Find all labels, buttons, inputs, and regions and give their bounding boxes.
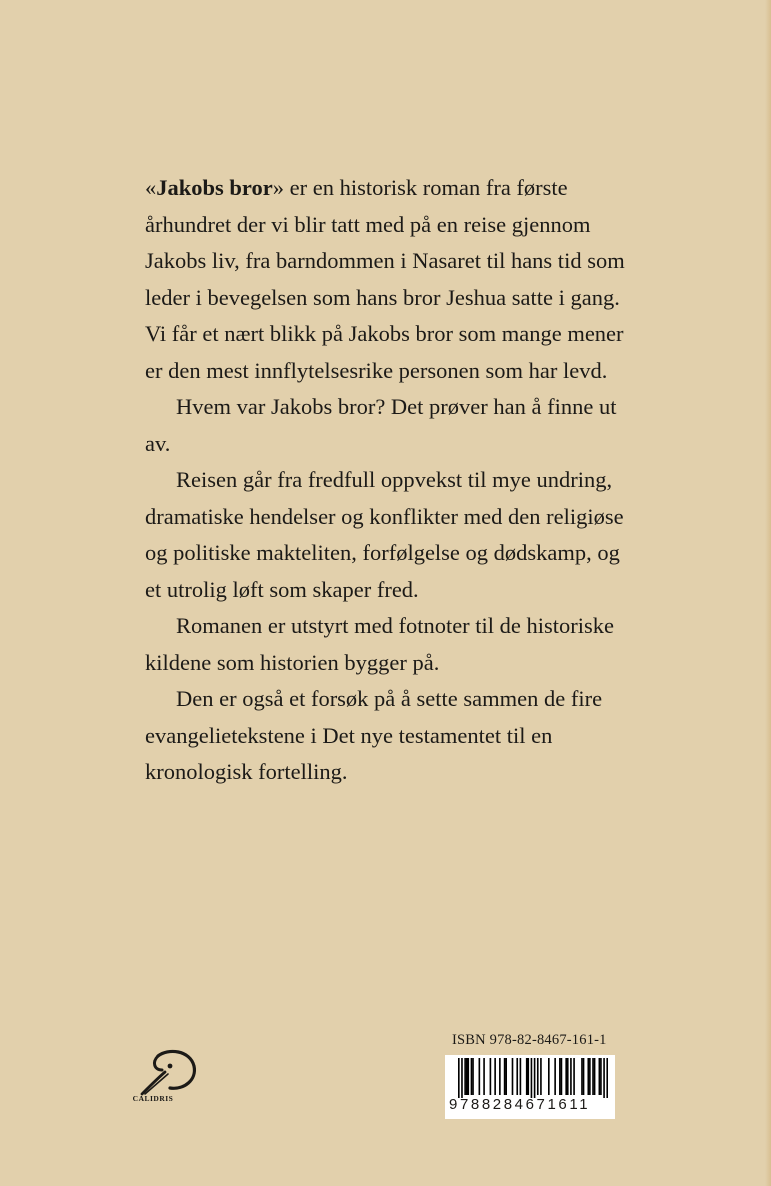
- barcode-bar: [573, 1058, 575, 1095]
- blurb-paragraph-2: Hvem var Jakobs bror? Det prøver han å finne ut av.: [145, 394, 617, 456]
- barcode-bar: [540, 1058, 542, 1095]
- barcode-bar: [471, 1058, 473, 1095]
- barcode-bar: [565, 1058, 567, 1095]
- barcode-bar: [464, 1058, 466, 1095]
- barcode-bar: [504, 1058, 506, 1095]
- barcode-bar: [592, 1058, 594, 1095]
- barcode-bar: [527, 1058, 529, 1095]
- barcode-bar: [499, 1058, 501, 1095]
- barcode-bar: [600, 1058, 602, 1095]
- blurb-paragraph-1: [145, 170, 625, 389]
- barcode-bar: [583, 1058, 585, 1095]
- barcode-bar: [467, 1058, 469, 1095]
- barcode-bar: [472, 1058, 474, 1095]
- barcode-bar: [520, 1058, 522, 1095]
- barcode-bar: [559, 1058, 561, 1095]
- barcode-bar: [461, 1058, 463, 1098]
- barcode-bar: [516, 1058, 518, 1095]
- barcode-bar: [458, 1058, 460, 1098]
- barcode-bar: [505, 1058, 507, 1095]
- open-quote: «: [145, 175, 157, 200]
- barcode-bar: [570, 1058, 572, 1095]
- barcode-bar: [479, 1058, 481, 1095]
- barcode-bar: [483, 1058, 485, 1095]
- blurb-paragraph-3: Reisen går fra fredfull oppvekst til mye undring, dramatiske hendelser og konflikter med den religiøse og politiske makteliten, forfølgelse og dødskamp, og et utrolig løft som skaper fred.: [145, 467, 624, 602]
- barcode-bar: [512, 1058, 514, 1095]
- barcode-bar: [603, 1058, 605, 1098]
- barcode-bar: [494, 1058, 496, 1095]
- close-quote: »: [272, 175, 284, 200]
- barcode-bar: [466, 1058, 468, 1095]
- barcode-bar: [561, 1058, 563, 1095]
- blurb-paragraph-4: Romanen er utstyrt med fotnoter til de historiske kildene som historien bygger på.: [145, 613, 615, 675]
- barcode-bar: [537, 1058, 539, 1095]
- back-cover-blurb: [145, 170, 625, 791]
- barcode-bar: [534, 1058, 536, 1098]
- blurb-paragraph-1-text: er en historisk roman fra første århundret der vi blir tatt med på en reise gjennom Jakobs liv, fra barndommen i Nasaret til hans tid som leder i bevegelsen som hans bror Jeshua satte i gang. Vi får et nært blikk på Jakobs bror som mange mener er den mest innflytelsesrike personen som har levd.: [145, 175, 625, 383]
- barcode-bar: [548, 1058, 550, 1095]
- barcode-bar: [554, 1058, 556, 1095]
- book-title: Jakobs bror: [156, 175, 273, 200]
- barcode-bar: [567, 1058, 569, 1095]
- barcode-bar: [606, 1058, 608, 1098]
- barcode-bar: [526, 1058, 528, 1095]
- publisher-name: CALIDRIS: [132, 1094, 174, 1103]
- barcode-bar: [531, 1058, 533, 1098]
- barcode-bar: [594, 1058, 596, 1095]
- barcode-bar: [587, 1058, 589, 1095]
- blurb-paragraph-5: Den er også et forsøk på å sette sammen de fire evangelietekstene i Det nye testamentet til en kronologisk fortelling.: [145, 686, 603, 784]
- barcode-digits: 9788284671611: [449, 1096, 591, 1113]
- barcode-bars: [458, 1058, 608, 1098]
- isbn-label: ISBN 978-82-8467-161-1: [452, 1032, 607, 1048]
- isbn-barcode: [445, 1055, 615, 1119]
- cover-edge: [765, 0, 771, 1186]
- barcode-bar: [589, 1058, 591, 1095]
- barcode-bar: [581, 1058, 583, 1095]
- barcode-bar: [490, 1058, 492, 1095]
- barcode-bar: [599, 1058, 601, 1095]
